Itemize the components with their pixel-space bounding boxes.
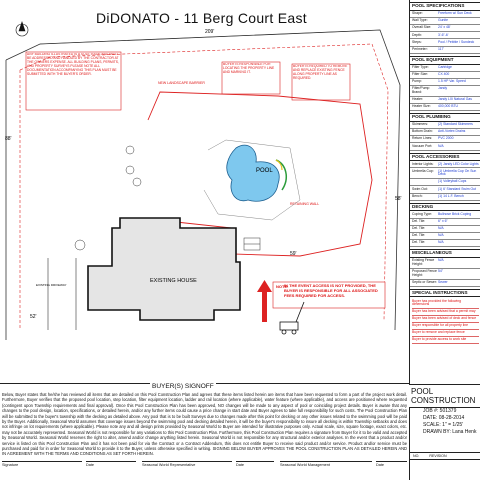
management-label: Seasonal World Management [280,463,330,467]
spec-value: Cartridge [438,64,452,69]
spec-value: 6" x 6" [438,218,448,223]
date-line[interactable] [376,461,407,462]
spec-key: Septic or Sewer: [412,279,437,284]
access-note-text: IN THE EVENT ACCESS IS NOT PROVIDED, THE BUYER IS RESPONSIBLE FOR ALL ASSOCIATED FEES REQUIRED FOR ACCESS. [284,284,378,298]
annotation: NEW LANDSCAPE BARRIER [158,81,205,85]
spec-key: Filter/Pump Brand: [412,86,430,94]
note-text: ANY BUILDING ILLUSTRATED IS A SOLE ISSUE AND MUST BE ADDRESSED AND HANDLED BY THE CONTRACTOR AT THE OWNERS EXPENSE. ALL BUILDING PLANS, PERMITS, AND PROPERTY SURVEYS PLEASE NOTE ALL DOCUMENTATION ACCOMPANYING THIS PLAN MUST BE SUBMITTED WITH THE BUYER'S ORDER. [27,53,119,76]
spec-value: Gunite [438,18,448,23]
spec-key: Filter Size: [412,72,429,77]
job-number: JOB #: 501379 [423,408,457,414]
spec-section-title: POOL ACCESSORIES [410,153,480,162]
spec-key: Coping Type: [412,211,432,216]
representative-line[interactable] [142,461,232,462]
spec-key: Steps: [412,39,422,44]
spec-value: N/A [438,258,444,263]
spec-value: N/A [438,143,444,148]
note-text: BUYER IS RESPONSIBLE FOR LOCATING THE PROPERTY LINE AND MARKING IT. [223,63,275,74]
spec-key: Pump: [412,79,422,84]
spec-row [410,79,480,86]
spec-key: Overall Size: [412,25,432,30]
spec-key: Vacuum Port: [412,143,433,148]
pool-label: POOL [256,168,273,174]
spec-value: 3'-6"-6' [438,32,449,37]
spec-row [410,122,480,129]
spec-section-title: POOL SPECIFICATIONS [410,2,480,11]
house-label: EXISTING HOUSE [150,278,197,284]
spec-row [410,211,480,218]
spec-value: 54" [438,269,443,274]
access-note-title: NOTE: [276,284,289,289]
driveway [48,258,76,330]
spec-row [410,72,480,79]
dimension-label: 52' [30,314,37,320]
spec-row [410,47,480,54]
signoff-text: Below, Buyer states that he/she has reviewed all items that are detailed on this Pool Construction Plan and agrees that these items listed herein are items that have been requested to form a part of the project work detail. Furthermore, Buyer verifies that the proposed pool location, step location, filter equipment location, ladder and rail location (where applicable), water feature (where applicable), and access are positioned where requested (contingent upon Township requirements and final approval). Once this Pool Construction Plan has been approved, NO changes will be made to any aspect of pool or coinciding project details. Buyer is aware that any changes to the pool design, location, specifications, or detailed herein, and/or any further items could cause a price change in start date and Buyer agrees to take full responsibility for such costs. The Pool Construction Plan will be submitted to the buyer's township with the decking as detailed above. Any pool that is to be built Surveys due to changes made after this point for decking or any other issues related to the swimming pool will be paid by the Buyer. Additionally, Seasonal World assumes that coverage issues beyond the swimming pool and decking detailed herein, it will be the buyer's responsibility to insure all decking is within Township setbacks and does not infringe on lot requirements (where applicable). Please note any and all design prints provided by Seasonal World to Buyer are intended for illustrative purposes only. Actual scale, size, square footage, exact colors, etc. may not be accurately represented. Seasonal World is not responsible for any variations to this Pool Construction Plan. Furthermore, this Pool Construction Plan requires a signature from Buyer for it to be valid and accepted by Seasonal World. Seasonal World reserves the right to alter, amend and/or change anything listed herein. Seasonal World is not responsible for any structural and/or exterior analyses. In the event that a product and/or service is listed on this Pool Construction Plan and it has not been paid for via the Contract or a Contract Addendum, this does not entitle Buyer to receive said product and/or service. Product and/or service must be purchased and paid for in order for Seasonal World to provide it to the Buyer, unless otherwise specified in writing. SIGNING BELOW BUYER APPROVES THE POOL CONSTRUCTION PLAN AS DETAILED HEREIN AND IN AGREEMENT WITH THE TERMS AND CONDITIONS AS SET FORTH HEREIN. [2,392,407,457]
north-arrow-icon [16,22,28,36]
spec-row [410,269,480,280]
spec-row [410,240,480,247]
special-instruction-item: Buyer to remove and replace fence [412,330,479,337]
spec-key: Umbrella Cup: [412,168,434,173]
spec-key: Heater Size: [412,104,431,109]
dimension-label: 209' [205,29,215,35]
spec-value: (2) Standard Skimmers [438,122,473,127]
special-instruction-item: Buyer has provided the following dimensions [412,298,479,309]
spec-key: Bottom Drain: [412,129,433,134]
note-text: BUYER IS REQUIRED TO REMOVE AND REPLACE EXISTING FENCE ALONG PROPERTY LINE AS REQUIRED. [293,65,348,80]
date-line[interactable] [86,461,136,462]
spec-value: N/A [438,226,444,231]
spec-value: (1) 14 L.F. Bench [438,193,464,198]
spec-key: Swim Out: [412,186,428,191]
spec-row [410,97,480,104]
existing-house [88,218,240,320]
spec-row [410,18,480,25]
spec-key: Del. Tile: [412,233,426,238]
spec-key: Heater: [412,97,424,102]
special-instructions-title: SPECIAL INSTRUCTIONS [410,289,480,298]
spec-value: Freeform w/ Sun Deck [438,11,472,16]
spec-value: (1) 6' Standard Swim Out [438,186,476,191]
signature-label: Signature [2,463,19,467]
spec-row [410,129,480,136]
spec-row [410,143,480,150]
spec-row [410,65,480,72]
page-title: DiDONATO - 11 Berg Court East [96,10,307,26]
revision-no-header: NO. [413,454,420,458]
spec-row [410,179,480,186]
date-label: Date [376,463,385,467]
spec-key: Del. Tile: [412,240,426,245]
spec-section-title: POOL EQUIPMENT [410,56,480,65]
spec-row [410,226,480,233]
spec-row [410,32,480,39]
driveway-label: EXISTING DRIVEWAY [36,283,67,287]
spec-row [410,39,480,46]
dimension-label: 58' [395,196,402,202]
spec-key: Del. Tile: [412,226,426,231]
representative-label: Seasonal World Representative [142,463,196,467]
spec-row [410,161,480,168]
revision-table [409,452,480,481]
spec-value: 400,000 BTU [438,104,458,109]
spec-value: (1) Umbrella Cup On Sun Deck [438,168,477,177]
dimension-label: 59' [290,251,297,257]
access-arrow [257,280,272,322]
special-instruction-item: Buyer has been advised that a permit may [412,309,479,316]
equipment-pad [244,238,260,250]
management-line[interactable] [280,461,372,462]
spec-key: Del. Tile: [412,218,426,223]
spec-value: Jandy LXi Natural Gas [438,97,472,102]
spec-row [410,86,480,97]
spec-value: Bullnose Brick Coping [438,211,472,216]
spec-row [410,25,480,32]
spec-key: Return Lines: [412,136,433,141]
spec-key: Perimeter: [412,46,428,51]
spec-key: Bench: [412,193,423,198]
pool-construction-box [409,384,480,408]
dimension-label: 88' [5,136,12,142]
spec-row [410,233,480,240]
spec-key: Skimmers: [412,122,429,127]
spec-key: Filter Type: [412,64,429,69]
spec-row [410,194,480,201]
spec-row [410,219,480,226]
date-label: Date [86,463,95,467]
job-drawn-by: DRAWN BY: Lana Henk [423,429,477,435]
spec-value: PVC 2000 [438,136,454,141]
spec-key: Interior Lights: [412,161,434,166]
spec-key: Proposed Fence Height: [412,269,437,277]
spec-key: Wall Type: [412,18,428,23]
spec-value: CX 400 [438,72,450,77]
spec-section-title: POOL PLUMBING [410,113,480,122]
spec-value: (2) Jandy LED Color Lights [438,161,479,166]
spec-key: Existing Fence Height: [412,258,435,266]
spec-row [410,258,480,269]
annotation: RETAINING WALL [290,202,320,206]
spec-row [410,280,480,287]
spec-key: Depth: [412,32,422,37]
spec-value: (1) Volleyball Cups [438,179,467,184]
spec-value: N/A [438,233,444,238]
spec-row [410,11,480,18]
signature-line[interactable] [2,461,82,462]
spec-row [410,136,480,143]
spec-row [410,104,480,111]
special-instruction-item: Buyer to provide access to work site [412,337,479,344]
special-instruction-item: Buyer has been advised of deck and fence [412,316,479,323]
spec-row [410,186,480,193]
job-date: DATE: 08-28-2014 [423,415,465,421]
spec-value: Pool / Pebble / Sundeck [438,39,475,44]
spec-section-title: MISCELLANEOUS [410,249,480,258]
spec-value: Anti-Vortex Drains [438,129,466,134]
spec-key: Shape: [412,11,423,16]
spec-value: Sewer [438,279,448,284]
signoff-title: BUYER(S) SIGNOFF [152,383,214,390]
revision-header: REVISION [429,454,447,458]
special-instruction-item: Buyer responsible for all property line [412,323,479,330]
spec-value: Jandy [438,86,448,91]
spec-section-title: DECKING [410,203,480,212]
spec-value: 1.5 HP Var. Speed [438,79,466,84]
job-scale: SCALE: 1" = 1/25' [423,422,464,428]
job-info [409,406,480,436]
spec-key [412,180,438,184]
date-line[interactable] [236,461,274,462]
buyer-signoff [0,383,409,481]
spec-value: 117' [438,46,445,51]
pool-construction-title: POOL CONSTRUCTION [411,387,476,405]
spec-row [410,168,480,179]
spec-value: N/A [438,240,444,245]
spec-value: 24' x 48' [438,25,451,30]
special-instructions-list [410,297,480,344]
date-label: Date [236,463,245,467]
